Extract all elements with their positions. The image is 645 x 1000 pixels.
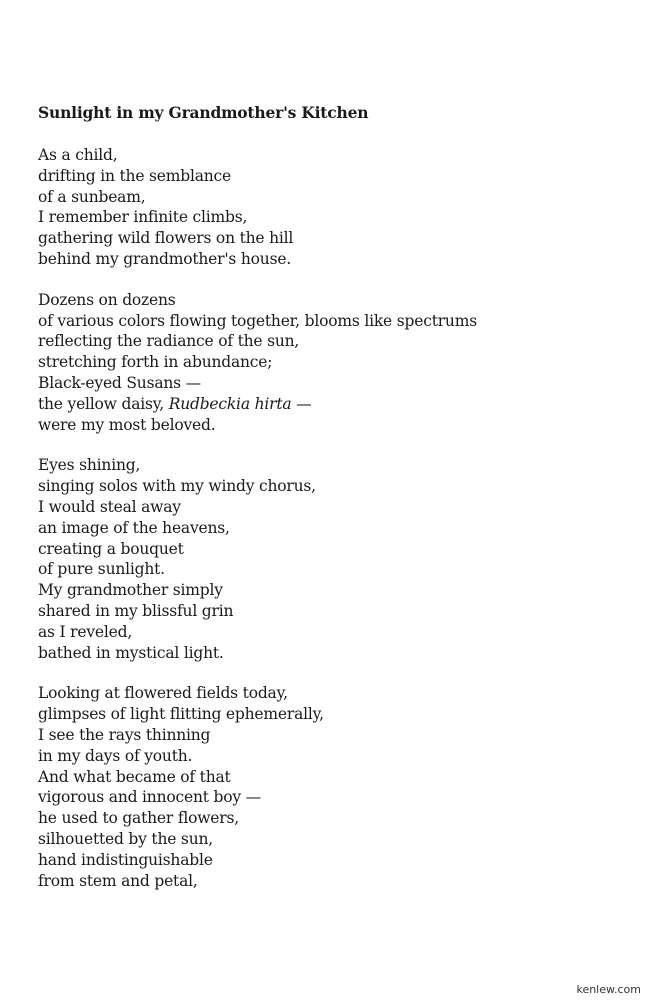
line-text: — [291, 394, 312, 413]
poem-line: hand indistinguishable [38, 850, 213, 869]
poem-line: of a sunbeam, [38, 187, 146, 206]
poem-line: of various colors flowing together, blooms like spectrums [38, 311, 477, 330]
poem-line: bathed in mystical light. [38, 643, 224, 662]
poem-page [38, 103, 618, 911]
stanza [38, 290, 618, 436]
poem-line: were my most beloved. [38, 415, 216, 434]
poem-line: My grandmother simply [38, 581, 223, 600]
poem-line [38, 394, 618, 415]
poem-line: I would steal away [38, 497, 181, 516]
poem-line: Black-eyed Susans — [38, 373, 201, 392]
poem-line: of pure sunlight. [38, 560, 165, 579]
poem-line: stretching forth in abundance; [38, 353, 273, 372]
poem-line: And what became of that [38, 767, 231, 786]
poem-line: gathering wild flowers on the hill [38, 229, 294, 248]
poem-line: glimpses of light flitting ephemerally, [38, 705, 324, 724]
poem-line: Looking at flowered fields today, [38, 684, 288, 703]
poem-line: Dozens on dozens [38, 290, 176, 309]
stanza [38, 145, 618, 270]
poem-title: Sunlight in my Grandmother's Kitchen [38, 103, 369, 122]
poem-line: singing solos with my windy chorus, [38, 477, 316, 496]
line-text: the yellow daisy, [38, 394, 169, 413]
poem-body [38, 145, 618, 891]
poem-line: he used to gather flowers, [38, 809, 239, 828]
poem-line: creating a bouquet [38, 539, 184, 558]
poem-line: from stem and petal, [38, 871, 198, 890]
stanza [38, 683, 618, 891]
poem-line: As a child, [38, 146, 118, 164]
stanza [38, 455, 618, 663]
poem-line: an image of the heavens, [38, 518, 230, 537]
poem-line: vigorous and innocent boy — [38, 788, 261, 807]
site-watermark: kenlew.com [576, 983, 641, 996]
species-name-italic: Rudbeckia hirta [168, 394, 292, 413]
poem-line: as I reveled, [38, 622, 133, 641]
poem-line: I remember infinite climbs, [38, 208, 248, 227]
poem-line: in my days of youth. [38, 746, 193, 765]
poem-line: reflecting the radiance of the sun, [38, 332, 300, 351]
poem-line: shared in my blissful grin [38, 601, 234, 620]
poem-line: drifting in the semblance [38, 166, 232, 185]
poem-line: I see the rays thinning [38, 725, 211, 744]
poem-line: Eyes shining, [38, 456, 141, 475]
poem-line: behind my grandmother's house. [38, 249, 292, 268]
poem-line: silhouetted by the sun, [38, 829, 213, 848]
